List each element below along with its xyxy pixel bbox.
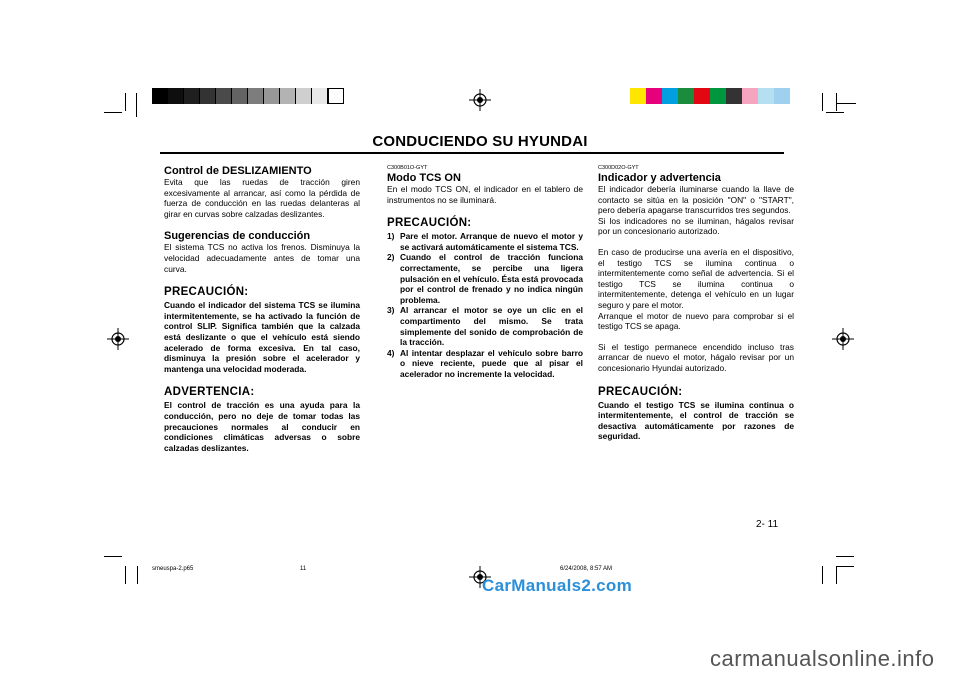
watermark-online: carmanualsonline.info [710, 646, 935, 671]
precaucion-list [387, 231, 583, 379]
footer-page: 11 [300, 566, 307, 572]
heading-indicador: Indicador y advertencia [598, 172, 721, 184]
paragraph-precaucion: Cuando el indicador del sistema TCS se ilumina intermitentemente, se ha activado la función de control SLIP. Significa también que la calzada está deslizante o que el vehículo está siendo acelerado de forma excesiva. En tal caso, disminuya la presión sobre el acelerador y mantenga una velocidad moderada. [164, 300, 360, 374]
paragraph-indicador-4: Arranque el motor de nuevo para comprobar si el testigo TCS se apaga. [598, 310, 794, 332]
footer-filename: smeuspa-2.p65 [152, 566, 194, 572]
grayscale-bar [152, 88, 344, 104]
registration-mark-icon [832, 328, 854, 350]
column-left [164, 165, 360, 453]
list-text: Cuando el control de tracción funciona correctamente, se percibe una ligera pulsación en el vehículo. Ésta está provocada por el control de frenado y no indica ningún problema. [400, 252, 583, 305]
list-item [387, 231, 583, 252]
paragraph-indicador-3: En caso de producirse una avería en el dispositivo, el testigo TCS se ilumina continua o intermitentemente como señal de advertencia. Si el testigo TCS se ilumina continua o intermitentemente, detenga el vehículo en un lugar seguro y pare el motor. [598, 246, 794, 310]
crop-mark [136, 93, 137, 117]
paragraph-advertencia: El control de tracción es una ayuda para la conducción, pero no deje de tomar todas las precauciones normales al conducir en condiciones climáticas adversas o sobre calzadas deslizantes. [164, 400, 360, 453]
header-rule [160, 152, 784, 154]
section-code: C300B01O-GYT [387, 165, 428, 171]
list-text: Al arrancar el motor se oye un clic en el compartimento del mismo. Se trata simplemente del sonido de comprobación de la tracción. [400, 305, 583, 348]
paragraph-indicador-2: Si los indicadores no se iluminan, hágalos revisar por un concesionario autorizado. [598, 215, 794, 237]
column-right [598, 165, 794, 442]
paragraph-indicador-1: El indicador debería iluminarse cuando la llave de contacto se sitúa en la posición "ON" o "START", pero debería apagarse transcurridos tres segundos. [598, 184, 794, 216]
paragraph-deslizamiento: Evita que las ruedas de tracción giren excesivamente al arrancar, así como la pérdida de fuerza de conducción en las ruedas delanteras al girar en curvas sobre calzadas deslizantes. [164, 177, 360, 219]
color-bar [630, 88, 790, 104]
heading-sugerencias: Sugerencias de conducción [164, 230, 311, 243]
heading-advertencia: ADVERTENCIA: [164, 386, 255, 399]
heading-precaucion: PRECAUCIÓN: [387, 217, 472, 230]
crop-mark [836, 556, 854, 557]
crop-mark [822, 93, 823, 111]
page-number: 2- 11 [756, 519, 779, 530]
crop-mark [836, 566, 854, 567]
crop-mark [836, 103, 856, 104]
list-item [387, 305, 583, 347]
heading-deslizamiento: Control de DESLIZAMIENTO [164, 165, 312, 177]
list-item [387, 348, 583, 380]
crop-mark [836, 566, 837, 584]
list-number: 3) [387, 305, 395, 316]
registration-mark-icon [107, 328, 129, 350]
footer-date: 6/24/2008, 8:57 AM [560, 566, 613, 572]
page-title: CONDUCIENDO SU HYUNDAI [372, 133, 588, 150]
crop-mark [822, 566, 823, 584]
heading-precaucion: PRECAUCIÓN: [598, 385, 683, 398]
paragraph-precaucion: Cuando el testigo TCS se ilumina continua o intermitentemente, el control de tracción se desactiva automáticamente por razones de seguridad. [598, 399, 794, 442]
heading-precaucion: PRECAUCIÓN: [164, 286, 249, 299]
paragraph-sugerencias: El sistema TCS no activa los frenos. Disminuya la velocidad adecuadamente antes de tomar una curva. [164, 242, 360, 274]
crop-mark [137, 566, 138, 584]
crop-mark [104, 556, 122, 557]
crop-mark [125, 566, 126, 584]
list-text: Pare el motor. Arranque de nuevo el motor y se activará automáticamente el sistema TCS. [400, 231, 583, 252]
crop-mark [826, 112, 844, 113]
section-code: C300D02O-GYT [598, 165, 639, 171]
paragraph-modo: En el modo TCS ON, el indicador en el tablero de instrumentos no se iluminará. [387, 184, 583, 205]
crop-mark [836, 93, 837, 111]
watermark-carmanuals: CarManuals2.com [482, 576, 632, 595]
list-text: Al intentar desplazar el vehículo sobre barro o nieve reciente, puede que al pisar el acelerador no incremente la velocidad. [400, 347, 583, 379]
column-middle [387, 165, 583, 380]
list-number: 2) [387, 252, 395, 263]
paragraph-indicador-5: Si el testigo permanece encendido incluso tras arrancar de nuevo el motor, hágalo revisar por un concesionario Hyundai autorizado. [598, 341, 794, 373]
crop-mark [125, 93, 126, 111]
list-number: 4) [387, 347, 395, 358]
registration-mark-icon [469, 89, 491, 111]
crop-mark [104, 112, 122, 113]
heading-modo: Modo TCS ON [387, 172, 461, 184]
list-number: 1) [387, 231, 395, 242]
list-item [387, 252, 583, 305]
